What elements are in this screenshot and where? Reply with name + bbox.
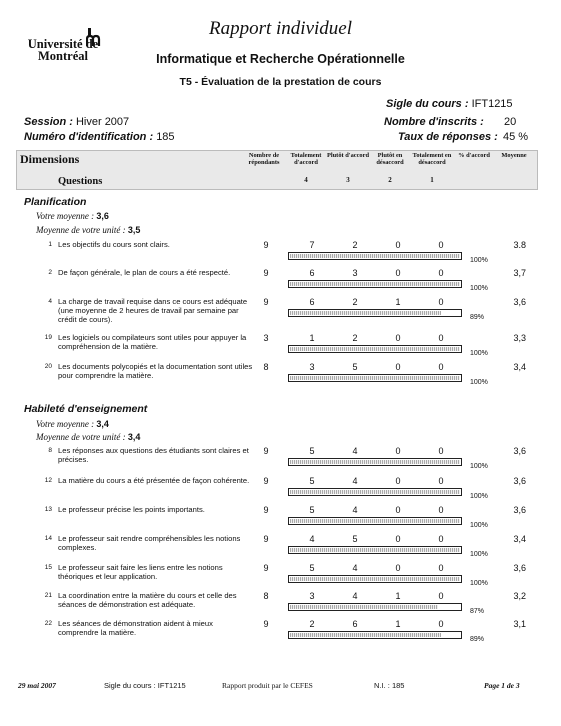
question-mean: 3,6 — [513, 297, 526, 307]
footer-id: N.I. : 185 — [374, 681, 405, 690]
totally-disagree-count: 0 — [438, 505, 444, 515]
agreement-bar-fill — [290, 633, 441, 637]
question-text: Les séances de démonstration aident à mieux comprendre la matière. — [58, 619, 213, 637]
somewhat-agree-count: 4 — [352, 505, 358, 515]
agreement-percent: 87% — [470, 608, 485, 615]
question-number: 4 — [48, 298, 52, 305]
somewhat-agree-count: 5 — [352, 362, 358, 372]
somewhat-disagree-count: 0 — [395, 476, 401, 486]
totally-disagree-count: 0 — [438, 362, 444, 372]
somewhat-disagree-count: 0 — [395, 268, 401, 278]
question-number: 1 — [48, 241, 52, 248]
column-scale-value: 2 — [388, 176, 392, 184]
respondents-count: 9 — [263, 446, 269, 456]
question-text: Le professeur sait faire les liens entre les notions théoriques et leur application. — [58, 563, 223, 581]
respondents-count: 9 — [263, 619, 269, 629]
agreement-bar — [288, 345, 462, 353]
totally-agree-count: 5 — [309, 563, 315, 573]
question-mean: 3,6 — [513, 446, 526, 456]
response-value: 45 % — [503, 131, 529, 143]
footer-produced-by: Rapport produit par le CEFES — [222, 681, 313, 690]
column-scale-value: 1 — [430, 176, 434, 184]
somewhat-disagree-count: 0 — [395, 362, 401, 372]
column-header: Totalement d'accord — [290, 152, 322, 167]
question-mean: 3,6 — [513, 563, 526, 573]
respondents-count: 9 — [263, 297, 269, 307]
question-number: 12 — [44, 477, 52, 484]
agreement-bar — [288, 603, 462, 611]
totally-agree-count: 5 — [309, 446, 315, 456]
agreement-percent: 100% — [470, 580, 488, 587]
totally-disagree-count: 0 — [438, 534, 444, 544]
respondents-count: 9 — [263, 534, 269, 544]
agreement-bar — [288, 546, 462, 554]
column-header: Totalement en désaccord — [412, 152, 452, 167]
question-text: De façon générale, le plan de cours a été respecté. — [58, 268, 231, 277]
question-text: Le professeur précise les points importants. — [58, 505, 205, 514]
somewhat-disagree-count: 0 — [395, 505, 401, 515]
somewhat-agree-count: 2 — [352, 297, 358, 307]
session: Session : Hiver 2007 — [24, 116, 130, 128]
question-text: Les réponses aux questions des étudiants sont claires et précises. — [58, 446, 249, 464]
section-your-average: Votre moyenne : 3,6 — [36, 211, 109, 221]
question-mean: 3,4 — [513, 534, 526, 544]
question-mean: 3,2 — [513, 591, 526, 601]
question-number: 21 — [44, 592, 52, 599]
question-mean: 3,3 — [513, 333, 526, 343]
question-text: Le professeur sait rendre compréhensibles les notions complexes. — [58, 534, 241, 552]
somewhat-agree-count: 2 — [352, 333, 358, 343]
question-mean: 3.8 — [513, 240, 526, 250]
agreement-bar — [288, 252, 462, 260]
agreement-bar-fill — [290, 519, 460, 523]
agreement-bar-fill — [290, 347, 460, 351]
somewhat-agree-count: 4 — [352, 476, 358, 486]
university-logo-text: Université de Montréal — [27, 37, 99, 63]
totally-agree-count: 6 — [309, 268, 315, 278]
question-number: 13 — [44, 506, 52, 513]
dimensions-heading: Dimensions — [20, 152, 80, 166]
column-header: Plutôt d'accord — [326, 152, 370, 159]
section-unit-average: Moyenne de votre unité : 3,5 — [36, 225, 141, 235]
question-text: La charge de travail requise dans ce cours est adéquate (une moyenne de 2 heures de travail par semaine par crédit de cours). — [58, 297, 248, 324]
respondents-count: 8 — [263, 362, 269, 372]
somewhat-agree-count: 4 — [352, 591, 358, 601]
response-rate: Taux de réponses : — [398, 131, 498, 143]
question-number: 20 — [44, 363, 52, 370]
agreement-percent: 100% — [470, 551, 488, 558]
agreement-percent: 100% — [470, 493, 488, 500]
totally-agree-count: 4 — [309, 534, 315, 544]
agreement-percent: 100% — [470, 379, 488, 386]
totally-agree-count: 7 — [309, 240, 315, 250]
agreement-bar — [288, 280, 462, 288]
totally-disagree-count: 0 — [438, 591, 444, 601]
department-name: Informatique et Recherche Opérationnelle — [156, 52, 405, 66]
agreement-percent: 100% — [470, 522, 488, 529]
agreement-percent: 100% — [470, 350, 488, 357]
enrolled-count: Nombre d'inscrits : — [384, 116, 484, 128]
question-number: 14 — [44, 535, 52, 542]
agreement-percent: 100% — [470, 257, 488, 264]
totally-agree-count: 3 — [309, 362, 315, 372]
column-header: % d'accord — [458, 152, 490, 159]
somewhat-disagree-count: 0 — [395, 240, 401, 250]
section-title: Planification — [24, 196, 87, 208]
somewhat-disagree-count: 0 — [395, 563, 401, 573]
agreement-percent: 89% — [470, 636, 485, 643]
respondents-count: 8 — [263, 591, 269, 601]
somewhat-disagree-count: 0 — [395, 446, 401, 456]
column-scale-value: 3 — [346, 176, 350, 184]
somewhat-disagree-count: 0 — [395, 333, 401, 343]
agreement-bar — [288, 309, 462, 317]
somewhat-disagree-count: 1 — [395, 619, 401, 629]
question-mean: 3,4 — [513, 362, 526, 372]
footer-page-number: Page 1 de 3 — [484, 681, 520, 690]
somewhat-disagree-count: 0 — [395, 534, 401, 544]
respondents-count: 9 — [263, 476, 269, 486]
agreement-percent: 100% — [470, 285, 488, 292]
totally-disagree-count: 0 — [438, 446, 444, 456]
agreement-bar-fill — [290, 282, 460, 286]
respondents-count: 9 — [263, 505, 269, 515]
footer-course: Sigle du cours : IFT1215 — [104, 681, 186, 690]
footer-date: 29 mai 2007 — [18, 681, 56, 690]
totally-disagree-count: 0 — [438, 619, 444, 629]
question-text: La coordination entre la matière du cours et celle des séances de démonstration est adéquate. — [58, 591, 237, 609]
totally-agree-count: 5 — [309, 505, 315, 515]
totally-agree-count: 5 — [309, 476, 315, 486]
totally-disagree-count: 0 — [438, 268, 444, 278]
totally-disagree-count: 0 — [438, 297, 444, 307]
agreement-bar — [288, 458, 462, 466]
agreement-bar — [288, 488, 462, 496]
agreement-bar-fill — [290, 577, 460, 581]
question-text: La matière du cours a été présentée de façon cohérente. — [58, 476, 250, 485]
column-header: Moyenne — [501, 152, 527, 159]
question-number: 15 — [44, 564, 52, 571]
agreement-bar-fill — [290, 311, 441, 315]
totally-agree-count: 2 — [309, 619, 315, 629]
respondents-count: 9 — [263, 240, 269, 250]
respondents-count: 9 — [263, 268, 269, 278]
totally-disagree-count: 0 — [438, 240, 444, 250]
question-mean: 3,6 — [513, 476, 526, 486]
totally-agree-count: 6 — [309, 297, 315, 307]
respondents-count: 3 — [263, 333, 269, 343]
totally-agree-count: 1 — [309, 333, 315, 343]
question-number: 2 — [48, 269, 52, 276]
agreement-bar — [288, 575, 462, 583]
question-mean: 3,6 — [513, 505, 526, 515]
section-title: Habileté d'enseignement — [24, 403, 148, 415]
agreement-bar — [288, 631, 462, 639]
questions-heading: Questions — [58, 176, 103, 187]
section-your-average: Votre moyenne : 3,4 — [36, 419, 109, 429]
column-scale-value: 4 — [304, 176, 308, 184]
agreement-bar — [288, 517, 462, 525]
question-text: Les objectifs du cours sont clairs. — [58, 240, 170, 249]
agreement-bar-fill — [290, 254, 460, 258]
agreement-percent: 100% — [470, 463, 488, 470]
column-header: Plutôt en désaccord — [376, 152, 404, 167]
question-number: 22 — [44, 620, 52, 627]
somewhat-disagree-count: 1 — [395, 297, 401, 307]
somewhat-agree-count: 6 — [352, 619, 358, 629]
totally-disagree-count: 0 — [438, 563, 444, 573]
enrolled-value: 20 — [504, 116, 517, 128]
agreement-bar-fill — [290, 490, 460, 494]
agreement-bar — [288, 374, 462, 382]
totally-agree-count: 3 — [309, 591, 315, 601]
section-unit-average: Moyenne de votre unité : 3,4 — [36, 432, 141, 442]
totally-disagree-count: 0 — [438, 476, 444, 486]
agreement-bar-fill — [290, 605, 438, 609]
report-title: Rapport individuel — [208, 18, 352, 39]
agreement-bar-fill — [290, 460, 460, 464]
question-number: 8 — [48, 447, 52, 454]
somewhat-agree-count: 3 — [352, 268, 358, 278]
form-name: T5 - Évaluation de la prestation de cours — [179, 76, 382, 88]
question-mean: 3,7 — [513, 268, 526, 278]
question-text: Les documents polycopiés et la documentation sont utiles pour comprendre la matière. — [58, 362, 253, 380]
question-text: Les logiciels ou compilateurs sont utiles pour appuyer la compréhension de la matière. — [58, 333, 247, 351]
course-code: Sigle du cours : IFT1215 — [386, 98, 513, 110]
respondents-count: 9 — [263, 563, 269, 573]
somewhat-agree-count: 5 — [352, 534, 358, 544]
somewhat-agree-count: 4 — [352, 563, 358, 573]
agreement-percent: 89% — [470, 314, 485, 321]
question-number: 19 — [44, 334, 52, 341]
somewhat-agree-count: 2 — [352, 240, 358, 250]
somewhat-agree-count: 4 — [352, 446, 358, 456]
identification-number: Numéro d'identification : 185 — [24, 131, 175, 143]
column-header: Nombre de répondants — [248, 152, 280, 167]
somewhat-disagree-count: 1 — [395, 591, 401, 601]
totally-disagree-count: 0 — [438, 333, 444, 343]
agreement-bar-fill — [290, 376, 460, 380]
agreement-bar-fill — [290, 548, 460, 552]
question-mean: 3,1 — [513, 619, 526, 629]
